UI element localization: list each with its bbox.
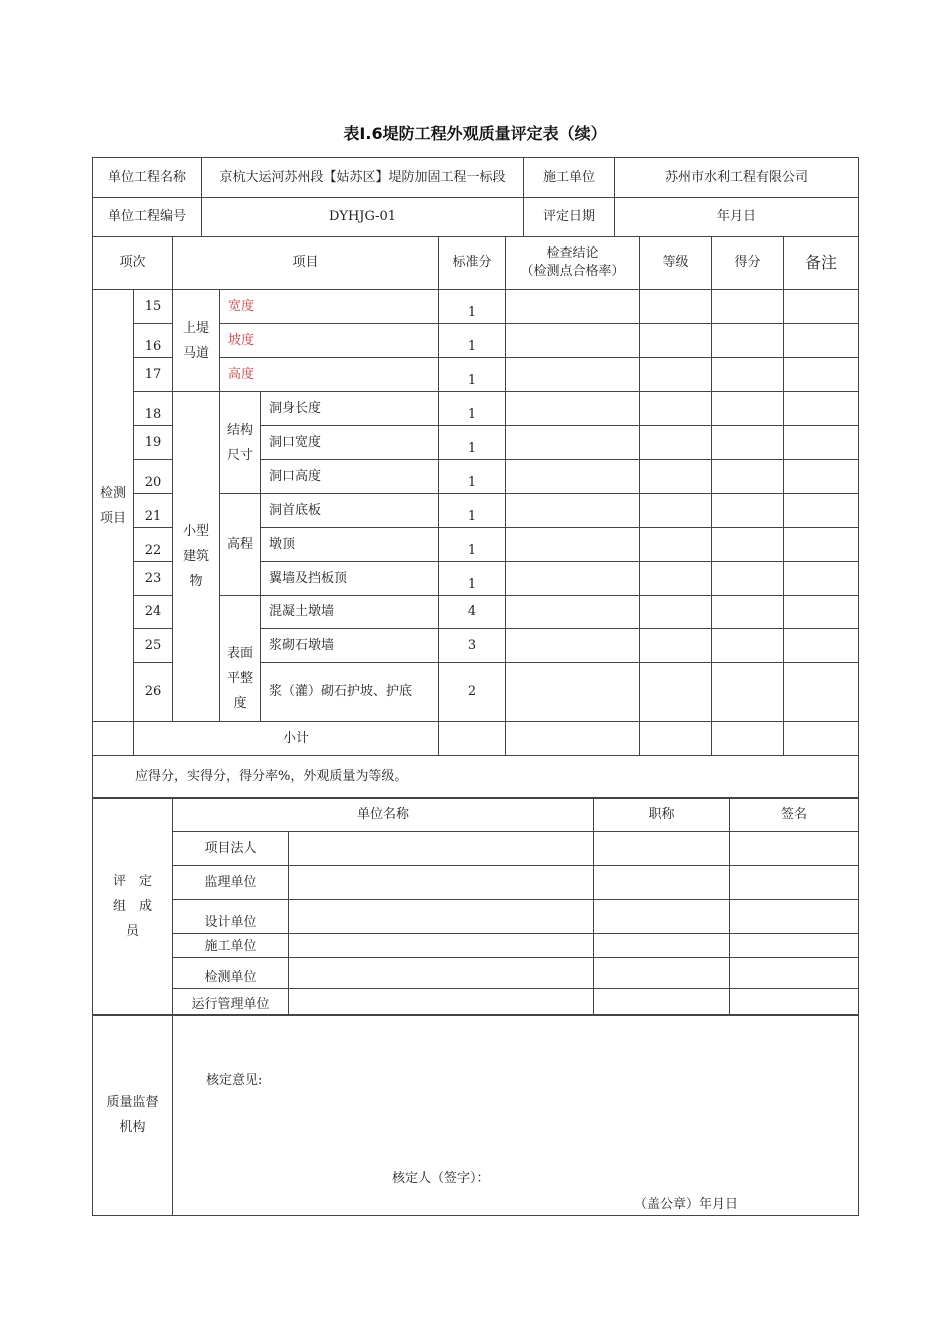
role-signature[interactable] (730, 832, 859, 866)
conclusion-line2: （检测点合格率） (520, 264, 625, 279)
role-signature[interactable] (730, 900, 859, 934)
cell-score[interactable] (712, 426, 784, 460)
cell-remark[interactable] (784, 324, 859, 358)
group-surface: 表面 平整 度 (220, 596, 261, 722)
committee-table (92, 797, 859, 1016)
cell-conclusion[interactable] (506, 562, 640, 596)
row-item: 墩顶 (261, 528, 439, 562)
cell-grade[interactable] (640, 392, 712, 426)
cell-conclusion[interactable] (506, 358, 640, 392)
row-item: 坡度 (220, 324, 439, 358)
row-no: 17 (134, 358, 173, 392)
cell-conclusion[interactable] (506, 392, 640, 426)
cell-grade[interactable] (640, 663, 712, 722)
col-remark-header: 备注 (784, 237, 859, 290)
row-std: 3 (439, 629, 506, 663)
row-item: 翼墙及挡板顶 (261, 562, 439, 596)
cell-conclusion[interactable] (506, 324, 640, 358)
role-unit[interactable] (289, 866, 594, 900)
cell-conclusion[interactable] (506, 663, 640, 722)
col-unit-name: 单位名称 (173, 798, 594, 832)
row-std: 2 (439, 663, 506, 722)
cell-score[interactable] (712, 528, 784, 562)
row-item: 洞口宽度 (261, 426, 439, 460)
cell-grade[interactable] (640, 358, 712, 392)
row-no: 19 (134, 426, 173, 460)
cell-grade[interactable] (640, 629, 712, 663)
cell-conclusion[interactable] (506, 596, 640, 629)
row-std: 1 (439, 324, 506, 358)
role-title[interactable] (594, 934, 730, 958)
role-label: 检测单位 (173, 958, 289, 989)
cell-conclusion[interactable] (506, 629, 640, 663)
cell-score[interactable] (712, 663, 784, 722)
cell-score[interactable] (712, 596, 784, 629)
row-no: 24 (134, 596, 173, 629)
approver-label: 核定人（签字）： (392, 1171, 490, 1186)
committee-label: 评 定 组 成 员 (93, 798, 173, 1016)
subtotal-score[interactable] (712, 722, 784, 756)
cell-grade[interactable] (640, 494, 712, 528)
row-item: 浆（灌）砌石护坡、护底 (261, 663, 439, 722)
cell-grade[interactable] (640, 426, 712, 460)
cell-conclusion[interactable] (506, 494, 640, 528)
col-title: 职称 (594, 798, 730, 832)
col-item-header: 项目 (173, 237, 439, 290)
cell-conclusion[interactable] (506, 528, 640, 562)
row-no: 23 (134, 562, 173, 596)
role-signature[interactable] (730, 934, 859, 958)
role-signature[interactable] (730, 866, 859, 900)
form-title: 表I.6堤防工程外观质量评定表（续） (343, 124, 607, 143)
cell-grade[interactable] (640, 460, 712, 494)
cell-score[interactable] (712, 494, 784, 528)
row-item: 宽度 (220, 290, 439, 324)
group-inspection: 检测 项目 (93, 290, 134, 722)
contractor-label: 施工单位 (524, 158, 615, 198)
supervision-label: 质量监督 机构 (93, 1015, 173, 1216)
row-std: 1 (439, 460, 506, 494)
row-item: 洞首底板 (261, 494, 439, 528)
row-no: 18 (134, 392, 173, 426)
role-label: 设计单位 (173, 900, 289, 934)
role-unit[interactable] (289, 934, 594, 958)
row-item: 浆砌石墩墙 (261, 629, 439, 663)
role-signature[interactable] (730, 989, 859, 1016)
summary-text: 应得分，实得分，得分率%，外观质量为等级。 (93, 756, 859, 799)
row-no: 20 (134, 460, 173, 494)
row-std: 1 (439, 528, 506, 562)
cell-conclusion[interactable] (506, 290, 640, 324)
role-title[interactable] (594, 866, 730, 900)
inspection-table (92, 236, 859, 799)
row-no: 25 (134, 629, 173, 663)
col-grade-header: 等级 (640, 237, 712, 290)
col-seq-header: 项次 (93, 237, 173, 290)
cell-remark[interactable] (784, 494, 859, 528)
conclusion-line1: 检查结论 (546, 246, 599, 262)
supervision-content[interactable] (173, 1015, 859, 1216)
group-berm: 上堤 马道 (173, 290, 220, 392)
cell-remark[interactable] (784, 663, 859, 722)
role-unit[interactable] (289, 900, 594, 934)
cell-score[interactable] (712, 324, 784, 358)
cell-grade[interactable] (640, 528, 712, 562)
row-std: 1 (439, 358, 506, 392)
col-signature: 签名 (730, 798, 859, 832)
cell-grade[interactable] (640, 596, 712, 629)
subtotal-remark[interactable] (784, 722, 859, 756)
cell-score[interactable] (712, 392, 784, 426)
row-no: 21 (134, 494, 173, 528)
role-label: 运行管理单位 (173, 989, 289, 1016)
cell-conclusion[interactable] (506, 426, 640, 460)
subtotal-conclusion[interactable] (506, 722, 640, 756)
role-unit[interactable] (289, 958, 594, 989)
cell-remark[interactable] (784, 358, 859, 392)
role-title[interactable] (594, 832, 730, 866)
seal-date: （盖公章）年月日 (634, 1197, 739, 1212)
subtotal-grade[interactable] (640, 722, 712, 756)
unit-name-value: 京杭大运河苏州段【姑苏区】堤防加固工程一标段 (202, 158, 524, 198)
header-table (92, 157, 859, 237)
row-no: 16 (134, 324, 173, 358)
cell-grade[interactable] (640, 290, 712, 324)
eval-date-value: 年月日 (615, 198, 859, 237)
role-label: 施工单位 (173, 934, 289, 958)
row-item: 高度 (220, 358, 439, 392)
cell-score[interactable] (712, 460, 784, 494)
role-title[interactable] (594, 989, 730, 1016)
cell-remark[interactable] (784, 392, 859, 426)
row-std: 1 (439, 562, 506, 596)
col-score-header: 得分 (712, 237, 784, 290)
cell-remark[interactable] (784, 596, 859, 629)
cell-score[interactable] (712, 629, 784, 663)
row-std: 1 (439, 290, 506, 324)
opinion-label: 核定意见: (206, 1073, 263, 1088)
row-no: 22 (134, 528, 173, 562)
row-item: 混凝土墩墙 (261, 596, 439, 629)
cell-score[interactable] (712, 290, 784, 324)
col-conclusion-header (506, 237, 640, 290)
row-no: 26 (134, 663, 173, 722)
row-item: 洞身长度 (261, 392, 439, 426)
supervision-table (92, 1014, 859, 1216)
role-signature[interactable] (730, 958, 859, 989)
row-no: 15 (134, 290, 173, 324)
cell-remark[interactable] (784, 629, 859, 663)
role-unit[interactable] (289, 832, 594, 866)
cell-conclusion[interactable] (506, 460, 640, 494)
group-small-building: 小型 建筑 物 (173, 392, 220, 722)
subtotal-std[interactable] (439, 722, 506, 756)
role-title[interactable] (594, 958, 730, 989)
cell-score[interactable] (712, 358, 784, 392)
group-structure-size: 结构 尺寸 (220, 392, 261, 494)
col-std-header: 标准分 (439, 237, 506, 290)
subtotal-label: 小计 (134, 722, 439, 756)
unit-code-value: DYHJG-01 (202, 198, 524, 237)
role-title[interactable] (594, 900, 730, 934)
cell-grade[interactable] (640, 324, 712, 358)
cell-remark[interactable] (784, 426, 859, 460)
unit-name-label: 单位工程名称 (93, 158, 202, 198)
group-elevation: 高程 (220, 494, 261, 596)
row-std: 1 (439, 392, 506, 426)
role-label: 项目法人 (173, 832, 289, 866)
row-std: 1 (439, 426, 506, 460)
subtotal-spacer (93, 722, 134, 756)
row-item: 洞口高度 (261, 460, 439, 494)
row-std: 1 (439, 494, 506, 528)
cell-remark[interactable] (784, 460, 859, 494)
role-unit[interactable] (289, 989, 594, 1016)
cell-remark[interactable] (784, 528, 859, 562)
cell-remark[interactable] (784, 562, 859, 596)
cell-score[interactable] (712, 562, 784, 596)
unit-code-label: 单位工程编号 (93, 198, 202, 237)
cell-remark[interactable] (784, 290, 859, 324)
eval-date-label: 评定日期 (524, 198, 615, 237)
role-label: 监理单位 (173, 866, 289, 900)
cell-grade[interactable] (640, 562, 712, 596)
row-std: 4 (439, 596, 506, 629)
contractor-value: 苏州市水利工程有限公司 (615, 158, 859, 198)
